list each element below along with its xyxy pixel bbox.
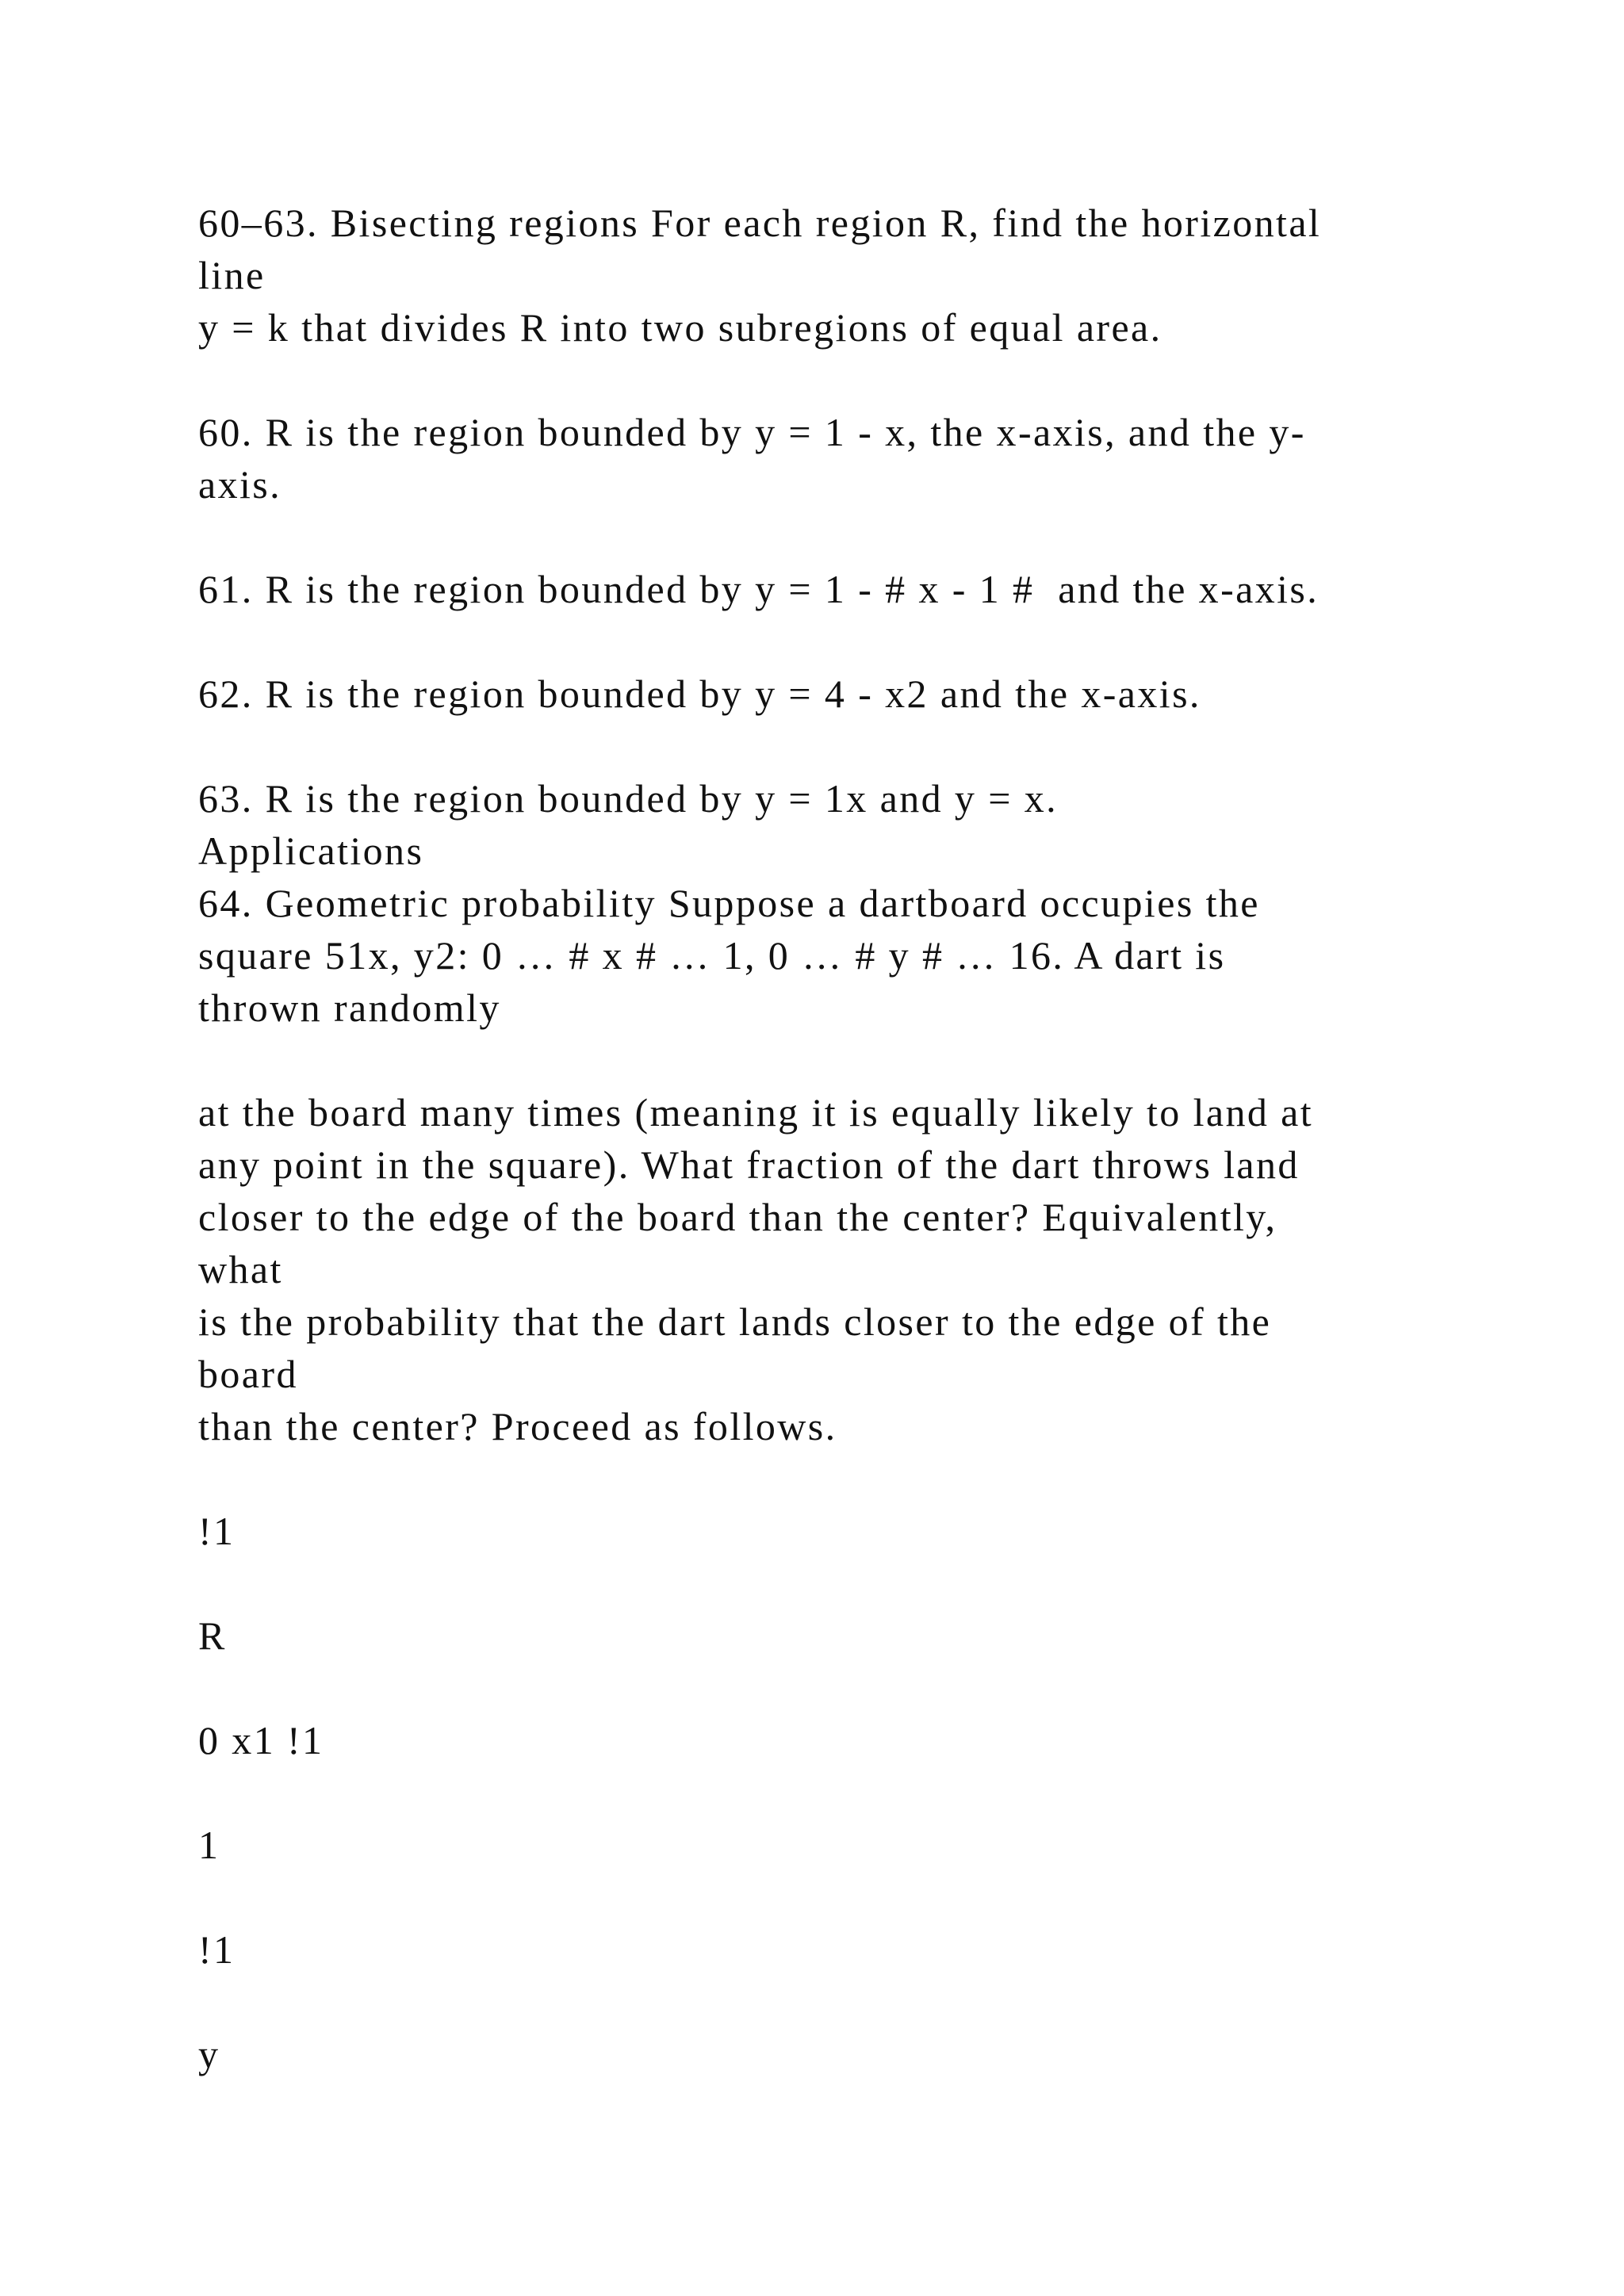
blank-line (198, 1034, 1467, 1086)
blank-line (198, 615, 1467, 668)
text-line: board (198, 1352, 298, 1396)
text-line: axis. (198, 462, 282, 507)
blank-line (198, 1662, 1467, 1714)
text-line: what (198, 1247, 283, 1292)
text-line: than the center? Proceed as follows. (198, 1404, 837, 1448)
figure-label: !1 (198, 1509, 236, 1553)
figure-label: 0 x1 !1 (198, 1718, 324, 1762)
blank-line (198, 354, 1467, 406)
blank-line (198, 1557, 1467, 1609)
text-line: at the board many times (meaning it is equally likely to land at (198, 1090, 1314, 1135)
blank-line (198, 511, 1467, 563)
text-line: line (198, 253, 266, 297)
text-line: 61. R is the region bounded by y = 1 - # x - 1 # and the x-axis. (198, 567, 1320, 611)
blank-line (198, 1766, 1467, 1819)
text-line: 62. R is the region bounded by y = 4 - x2 and the x-axis. (198, 672, 1201, 716)
figure-label: y (198, 2032, 220, 2076)
text-line: closer to the edge of the board than the center? Equivalently, (198, 1195, 1277, 1239)
figure-label: 1 (198, 1823, 220, 1867)
blank-line (198, 1976, 1467, 2028)
section-heading: Applications (198, 828, 424, 873)
text-line: 63. R is the region bounded by y = 1x and y = x. (198, 776, 1058, 821)
blank-line (198, 1452, 1467, 1505)
text-line: 64. Geometric probability Suppose a dartboard occupies the (198, 881, 1260, 925)
text-line: any point in the square). What fraction of the dart throws land (198, 1142, 1300, 1187)
text-line: thrown randomly (198, 985, 501, 1030)
figure-label: R (198, 1613, 227, 1658)
text-line: is the probability that the dart lands closer to the edge of the (198, 1299, 1272, 1344)
text-line: square 51x, y2: 0 … # x # … 1, 0 … # y # … 16. A dart is (198, 933, 1226, 978)
figure-label: !1 (198, 1927, 236, 1972)
text-line: y = k that divides R into two subregions of equal area. (198, 305, 1162, 350)
blank-line (198, 1871, 1467, 1923)
document-text (198, 197, 1467, 2080)
text-line: 60–63. Bisecting regions For each region R, find the horizontal (198, 201, 1322, 245)
blank-line (198, 720, 1467, 772)
text-line: 60. R is the region bounded by y = 1 - x, the x-axis, and the y- (198, 410, 1306, 454)
